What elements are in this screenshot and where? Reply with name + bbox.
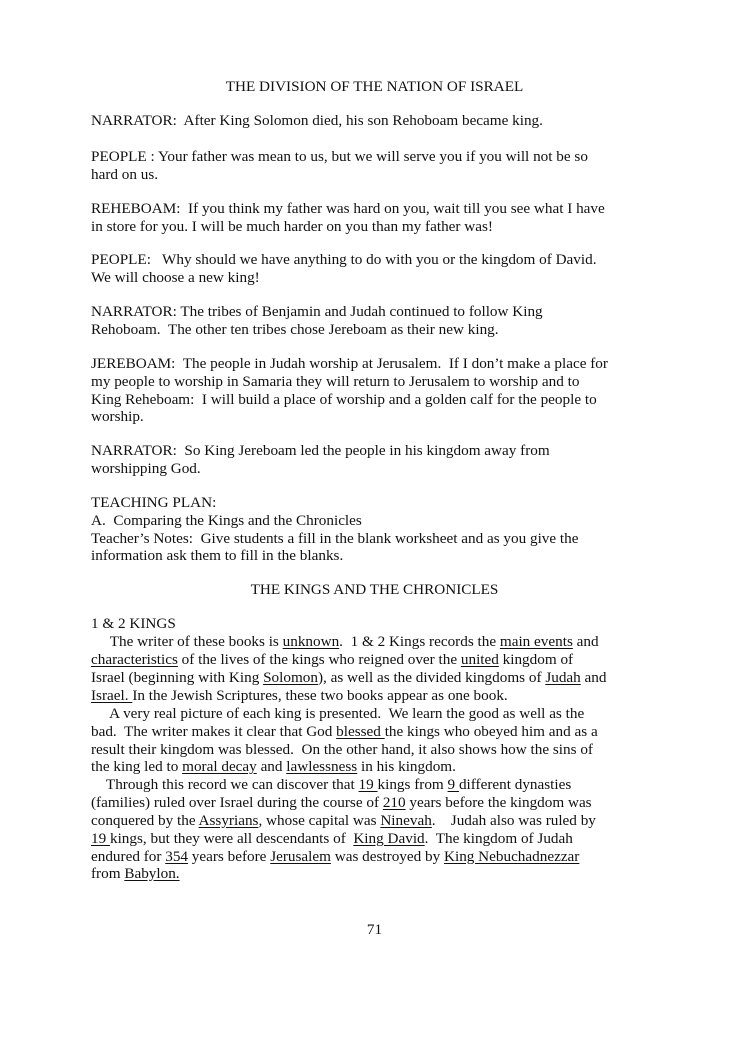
text-segment: and bbox=[580, 669, 607, 686]
text-segment: 1 & 2 KINGS bbox=[91, 615, 176, 632]
text-line bbox=[91, 651, 573, 669]
text-segment: result their kingdom was blessed. On the other hand, it also shows how the sins of bbox=[91, 741, 593, 758]
text-segment: . Judah also was ruled by bbox=[431, 812, 596, 829]
underlined-answer: 19 bbox=[358, 776, 378, 793]
text-segment: . The kingdom of Judah bbox=[424, 830, 573, 847]
underlined-answer: Judah bbox=[545, 669, 581, 686]
text-line bbox=[91, 391, 597, 409]
text-line bbox=[91, 776, 571, 794]
underlined-answer: characteristics bbox=[91, 651, 178, 668]
text-line bbox=[91, 408, 144, 426]
text-line bbox=[91, 251, 597, 269]
text-segment: King Reheboam: I will build a place of worship and a golden calf for the people to bbox=[91, 391, 597, 408]
text-segment: kingdom of bbox=[498, 651, 574, 668]
text-segment: A. Comparing the Kings and the Chronicles bbox=[91, 512, 362, 529]
text-line bbox=[91, 512, 362, 530]
underlined-answer: united bbox=[460, 651, 499, 668]
text-line bbox=[91, 530, 578, 548]
underlined-answer: unknown bbox=[282, 633, 340, 650]
underlined-answer: lawlessness bbox=[286, 758, 358, 775]
text-line bbox=[91, 112, 543, 130]
text-line bbox=[91, 848, 579, 866]
text-segment: and bbox=[256, 758, 287, 775]
text-line bbox=[91, 633, 599, 651]
underlined-answer: King David bbox=[353, 830, 425, 847]
text-segment: . 1 & 2 Kings records the bbox=[339, 633, 500, 650]
text-line bbox=[91, 166, 158, 184]
text-segment: hard on us. bbox=[91, 166, 159, 183]
text-segment: In the Jewish Scriptures, these two books appear as one book. bbox=[132, 687, 508, 704]
underlined-answer: 9 bbox=[447, 776, 459, 793]
text-line bbox=[91, 269, 260, 287]
underlined-answer: blessed bbox=[336, 723, 385, 740]
text-line bbox=[91, 442, 550, 460]
text-segment: kings, but they were all descendants of bbox=[109, 830, 354, 847]
text-line bbox=[91, 705, 584, 723]
underlined-answer: Israel. bbox=[91, 687, 133, 704]
text-segment: from bbox=[91, 865, 125, 882]
text-line bbox=[91, 830, 573, 848]
text-segment: Through this record we can discover that bbox=[91, 776, 359, 793]
text-segment: TEACHING PLAN: bbox=[91, 494, 217, 511]
text-line bbox=[91, 723, 598, 741]
text-line bbox=[91, 547, 343, 565]
underlined-answer: Ninevah bbox=[380, 812, 432, 829]
text-segment: REHEBOAM: If you think my father was hard on you, wait till you see what I have bbox=[91, 200, 605, 217]
text-line bbox=[91, 794, 592, 812]
text-segment: the king led to bbox=[91, 758, 183, 775]
underlined-answer: Babylon. bbox=[124, 865, 180, 882]
text-segment: A very real picture of each king is presented. We learn the good as well as the bbox=[91, 705, 585, 722]
text-line bbox=[91, 200, 605, 218]
text-segment: of the lives of the kings who reigned over the bbox=[177, 651, 461, 668]
text-segment: Rehoboam. The other ten tribes chose Jereboam as their new king. bbox=[91, 321, 499, 338]
text-line bbox=[91, 758, 456, 776]
text-segment: NARRATOR: The tribes of Benjamin and Judah continued to follow King bbox=[91, 303, 543, 320]
text-line bbox=[91, 218, 493, 236]
text-line bbox=[91, 687, 508, 705]
text-segment: , whose capital was bbox=[258, 812, 381, 829]
text-segment: endured for bbox=[91, 848, 166, 865]
text-segment: was destroyed by bbox=[330, 848, 444, 865]
text-segment: in store for you. I will be much harder on you than my father was! bbox=[91, 218, 493, 235]
text-segment: Israel (beginning with King bbox=[91, 669, 264, 686]
text-segment: NARRATOR: After King Solomon died, his son Rehoboam became king. bbox=[91, 112, 543, 129]
document-title: THE DIVISION OF THE NATION OF ISRAEL bbox=[225, 78, 524, 95]
text-line bbox=[91, 494, 216, 512]
text-line bbox=[91, 373, 579, 391]
text-segment: kings from bbox=[377, 776, 448, 793]
text-segment: years before the kingdom was bbox=[405, 794, 592, 811]
text-segment: information ask them to fill in the blanks. bbox=[91, 547, 344, 564]
text-segment: conquered by the bbox=[91, 812, 199, 829]
text-segment: worship. bbox=[91, 408, 144, 425]
text-line bbox=[91, 460, 201, 478]
text-segment: my people to worship in Samaria they will return to Jerusalem to worship and to bbox=[91, 373, 580, 390]
underlined-answer: Jerusalem bbox=[270, 848, 331, 865]
text-segment: in his kingdom. bbox=[357, 758, 456, 775]
underlined-answer: Solomon bbox=[263, 669, 318, 686]
text-segment: NARRATOR: So King Jereboam led the people in his kingdom away from bbox=[91, 442, 550, 459]
text-segment: The writer of these books is bbox=[91, 633, 283, 650]
text-segment: Teacher’s Notes: Give students a fill in the blank worksheet and as you give the bbox=[91, 530, 579, 547]
text-segment: bad. The writer makes it clear that God bbox=[91, 723, 337, 740]
text-line bbox=[91, 303, 543, 321]
underlined-answer: main events bbox=[499, 633, 573, 650]
text-segment: ), as well as the divided kingdoms of bbox=[317, 669, 546, 686]
text-segment: JEREBOAM: The people in Judah worship at Jerusalem. If I don’t make a place for bbox=[91, 355, 608, 372]
text-segment: different dynasties bbox=[458, 776, 572, 793]
text-line bbox=[91, 669, 606, 687]
text-segment: and bbox=[572, 633, 599, 650]
text-segment: PEOPLE : Your father was mean to us, but we will serve you if you will not be so bbox=[91, 148, 588, 165]
underlined-answer: King Nebuchadnezzar bbox=[444, 848, 580, 865]
underlined-answer: 354 bbox=[165, 848, 188, 865]
text-line bbox=[91, 615, 176, 633]
underlined-answer: 19 bbox=[91, 830, 110, 847]
text-segment: years before bbox=[188, 848, 271, 865]
text-segment: We will choose a new king! bbox=[91, 269, 260, 286]
underlined-answer: moral decay bbox=[182, 758, 257, 775]
section-title: THE KINGS AND THE CHRONICLES bbox=[250, 581, 499, 598]
text-segment: PEOPLE: Why should we have anything to do with you or the kingdom of David. bbox=[91, 251, 597, 268]
underlined-answer: 210 bbox=[382, 794, 406, 811]
text-line bbox=[91, 355, 608, 373]
text-segment: (families) ruled over Israel during the course of bbox=[91, 794, 383, 811]
text-segment: worshipping God. bbox=[91, 460, 201, 477]
page-number: 71 bbox=[366, 921, 383, 938]
underlined-answer: Assyrians bbox=[198, 812, 259, 829]
text-segment: the kings who obeyed him and as a bbox=[384, 723, 598, 740]
text-line bbox=[91, 321, 499, 339]
text-line bbox=[91, 865, 180, 883]
text-line bbox=[91, 741, 593, 759]
text-line bbox=[91, 148, 588, 166]
text-line bbox=[91, 812, 596, 830]
